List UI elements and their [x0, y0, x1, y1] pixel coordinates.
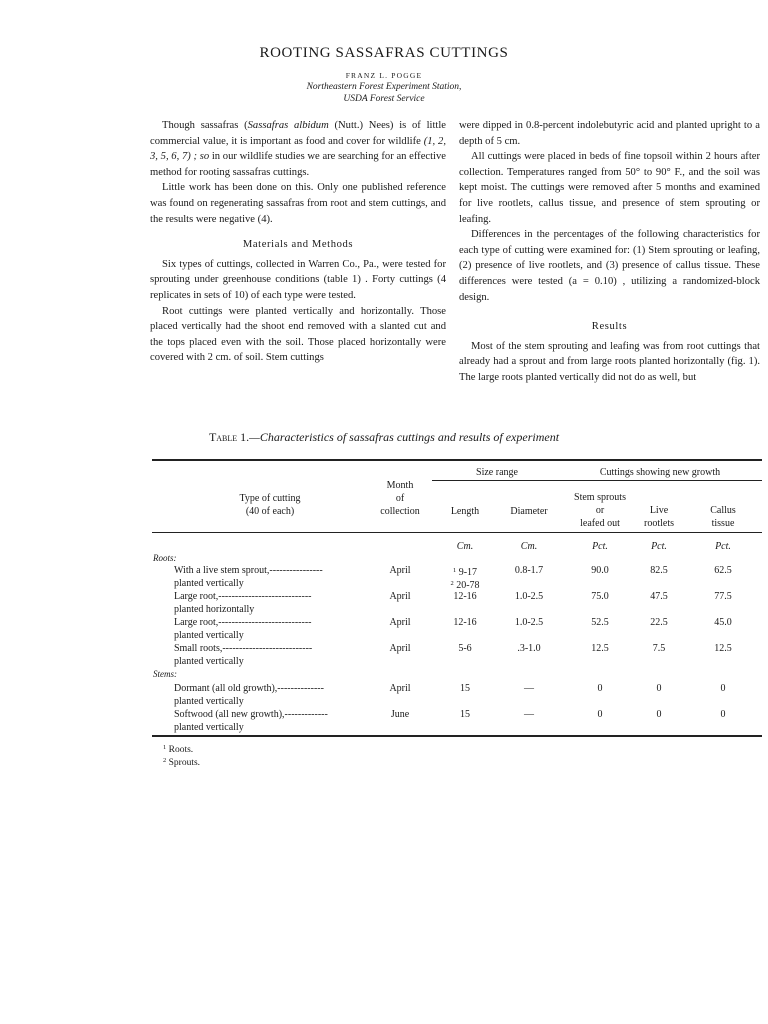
- header-size-range: Size range: [476, 467, 518, 478]
- header-month: Month of collection: [380, 480, 420, 517]
- cell-length-sprout: $^2$ 20-78: [450, 580, 480, 591]
- cell-diameter: 0.8-1.7: [514, 565, 544, 576]
- header-length: Length: [450, 506, 480, 517]
- results-paragraph: Most of the stem sprouting and leafing was from root cuttings that already had a sprout and from large roots planted horizontally (fig. 1). The large roots planted vertically did not do as well, but: [459, 340, 760, 383]
- cell-callus: 62.5: [714, 565, 732, 576]
- unit-length: Cm.: [456, 541, 474, 552]
- author-name: FRANZ L. POGGE: [345, 71, 423, 80]
- header-callus-tissue: Callus tissue: [710, 505, 736, 529]
- header-stem-sprouts: Stem sprouts or leafed out: [574, 492, 626, 529]
- row-type-sublabel: planted vertically: [174, 722, 244, 733]
- methods-paragraph-1: Six types of cuttings, collected in Warren Co., Pa., were tested for sprouting under greenhouse conditions (table 1) . Forty cuttings (4 replicates in sets of 10) of each type were tested.: [150, 258, 446, 301]
- footnote-2: $^2$ Sprouts.: [163, 757, 201, 768]
- cell-diameter: .3-1.0: [517, 643, 541, 654]
- header-live-rootlets: Live rootlets: [644, 505, 674, 529]
- cell-diameter: 1.0-2.5: [514, 617, 544, 628]
- cell-stem-sprouts: 75.0: [591, 591, 609, 602]
- methods-paragraph-5: Differences in the percentages of the following characteristics for each type of cutting were examined for: (1) Stem sprouting or leafing, (2) presence of live rootlets, and (3) presence of callus tissue. These differences were tested (a = 0.10) , utilizing a randomized-block design.: [459, 229, 760, 303]
- group-label-roots: Roots:: [153, 553, 177, 563]
- cell-stem-sprouts: 0: [597, 683, 603, 694]
- section-heading-methods: Materials and Methods: [242, 239, 354, 251]
- cell-live-rootlets: 7.5: [652, 643, 666, 654]
- row-type-sublabel: planted horizontally: [174, 604, 255, 615]
- row-type-label: Softwood (all new growth),-------------: [174, 709, 328, 720]
- cell-month: June: [390, 709, 410, 720]
- unit-diameter: Cm.: [520, 541, 538, 552]
- cell-month: April: [389, 565, 411, 576]
- cell-callus: 0: [720, 683, 726, 694]
- cell-diameter: —: [524, 683, 534, 694]
- cell-diameter: 1.0-2.5: [514, 591, 544, 602]
- header-type-of-cutting: Type of cutting (40 of each): [239, 493, 301, 517]
- table-title: Table 1.—Characteristics of sassafras cuttings and results of experiment: [208, 430, 560, 444]
- group-label-stems: Stems:: [153, 669, 177, 679]
- affiliation-line-1: Northeastern Forest Experiment Station,: [306, 82, 462, 92]
- right-column: [459, 118, 760, 386]
- cell-callus: 45.0: [714, 617, 732, 628]
- cell-stem-sprouts: 12.5: [591, 643, 609, 654]
- cell-stem-sprouts: 90.0: [591, 565, 609, 576]
- cell-stem-sprouts: 52.5: [591, 617, 609, 628]
- cell-callus: 12.5: [714, 643, 732, 654]
- cell-live-rootlets: 22.5: [650, 617, 668, 628]
- header-new-growth: Cuttings showing new growth: [599, 467, 721, 478]
- row-type-label: With a live stem sprout,----------------: [174, 565, 323, 576]
- row-type-label: Dormant (all old growth),--------------: [174, 683, 324, 694]
- cell-live-rootlets: 0: [656, 683, 662, 694]
- section-heading-results: Results: [591, 321, 628, 333]
- cell-month: April: [389, 617, 411, 628]
- cell-live-rootlets: 47.5: [650, 591, 668, 602]
- species-name: Sassafras albidum: [247, 120, 329, 131]
- row-type-label: Large root,----------------------------: [174, 617, 312, 628]
- footnote-1: $^1$ Roots.: [163, 744, 194, 755]
- intro-paragraph: Though sassafras (Sassafras albidum (Nutt.) Nees) is of little commercial value, it is important as food and cover for wildlife (1, 2, 3, 5, 6, 7) ; so in our wildlife studies we are searching for an effective method for rooting sassafras cuttings.: [150, 120, 446, 178]
- background-paragraph: Little work has been done on this. Only one published reference was found on regenerating sassafras from root and stem cuttings, and the results were negative (4).: [150, 182, 446, 225]
- row-type-sublabel: planted vertically: [174, 578, 244, 589]
- affiliation-line-2: USDA Forest Service: [343, 94, 425, 104]
- cell-month: April: [389, 591, 411, 602]
- left-column: [150, 118, 446, 366]
- row-type-sublabel: planted vertically: [174, 656, 244, 667]
- unit-stem: Pct.: [592, 541, 608, 552]
- unit-rootlets: Pct.: [651, 541, 667, 552]
- cell-length: 12-16: [453, 617, 477, 628]
- cell-month: April: [389, 683, 411, 694]
- header-diameter: Diameter: [510, 506, 548, 517]
- row-type-sublabel: planted vertically: [174, 630, 244, 641]
- header-bottom-rule: [152, 532, 762, 533]
- paper-title: ROOTING SASSAFRAS CUTTINGS: [259, 45, 509, 61]
- cell-length: 15: [460, 709, 470, 720]
- size-range-rule: [432, 480, 762, 481]
- unit-callus: Pct.: [715, 541, 731, 552]
- cell-length: 5-6: [458, 643, 472, 654]
- cell-length: 12-16: [453, 591, 477, 602]
- table-bottom-rule: [152, 735, 762, 737]
- table-top-rule: [152, 459, 762, 461]
- cell-length: $^1$ 9-17: [452, 567, 478, 578]
- row-type-label: Large root,----------------------------: [174, 591, 312, 602]
- cell-callus: 77.5: [714, 591, 732, 602]
- cell-diameter: —: [524, 709, 534, 720]
- reference-list: (1, 2, 3, 5, 6, 7) ; so: [150, 135, 446, 163]
- cell-month: April: [389, 643, 411, 654]
- methods-paragraph-3: were dipped in 0.8-percent indolebutyric acid and planted upright to a depth of 5 cm.: [459, 120, 760, 147]
- cell-stem-sprouts: 0: [597, 709, 603, 720]
- row-type-label: Small roots,---------------------------: [174, 643, 313, 654]
- cell-callus: 0: [720, 709, 726, 720]
- cell-live-rootlets: 82.5: [650, 565, 668, 576]
- cell-live-rootlets: 0: [656, 709, 662, 720]
- methods-paragraph-2: Root cuttings were planted vertically and horizontally. Those placed vertically had the shoot end removed with a slanted cut and the tops placed even with the soil. Those placed horizontally were covered with 2 cm. of soil. Stem cuttings: [150, 305, 446, 364]
- methods-paragraph-4: All cuttings were placed in beds of fine topsoil within 2 hours after collection. Temperatures ranged from 50° to 90° F., and the soil was kept moist. The cuttings were removed after 5 months and examined for live rootlets, callus tissue, and presence of stem sprouting or leafing.: [459, 151, 760, 225]
- row-type-sublabel: planted vertically: [174, 696, 244, 707]
- significance-level: (a = 0.10): [568, 275, 617, 287]
- cell-length: 15: [460, 683, 470, 694]
